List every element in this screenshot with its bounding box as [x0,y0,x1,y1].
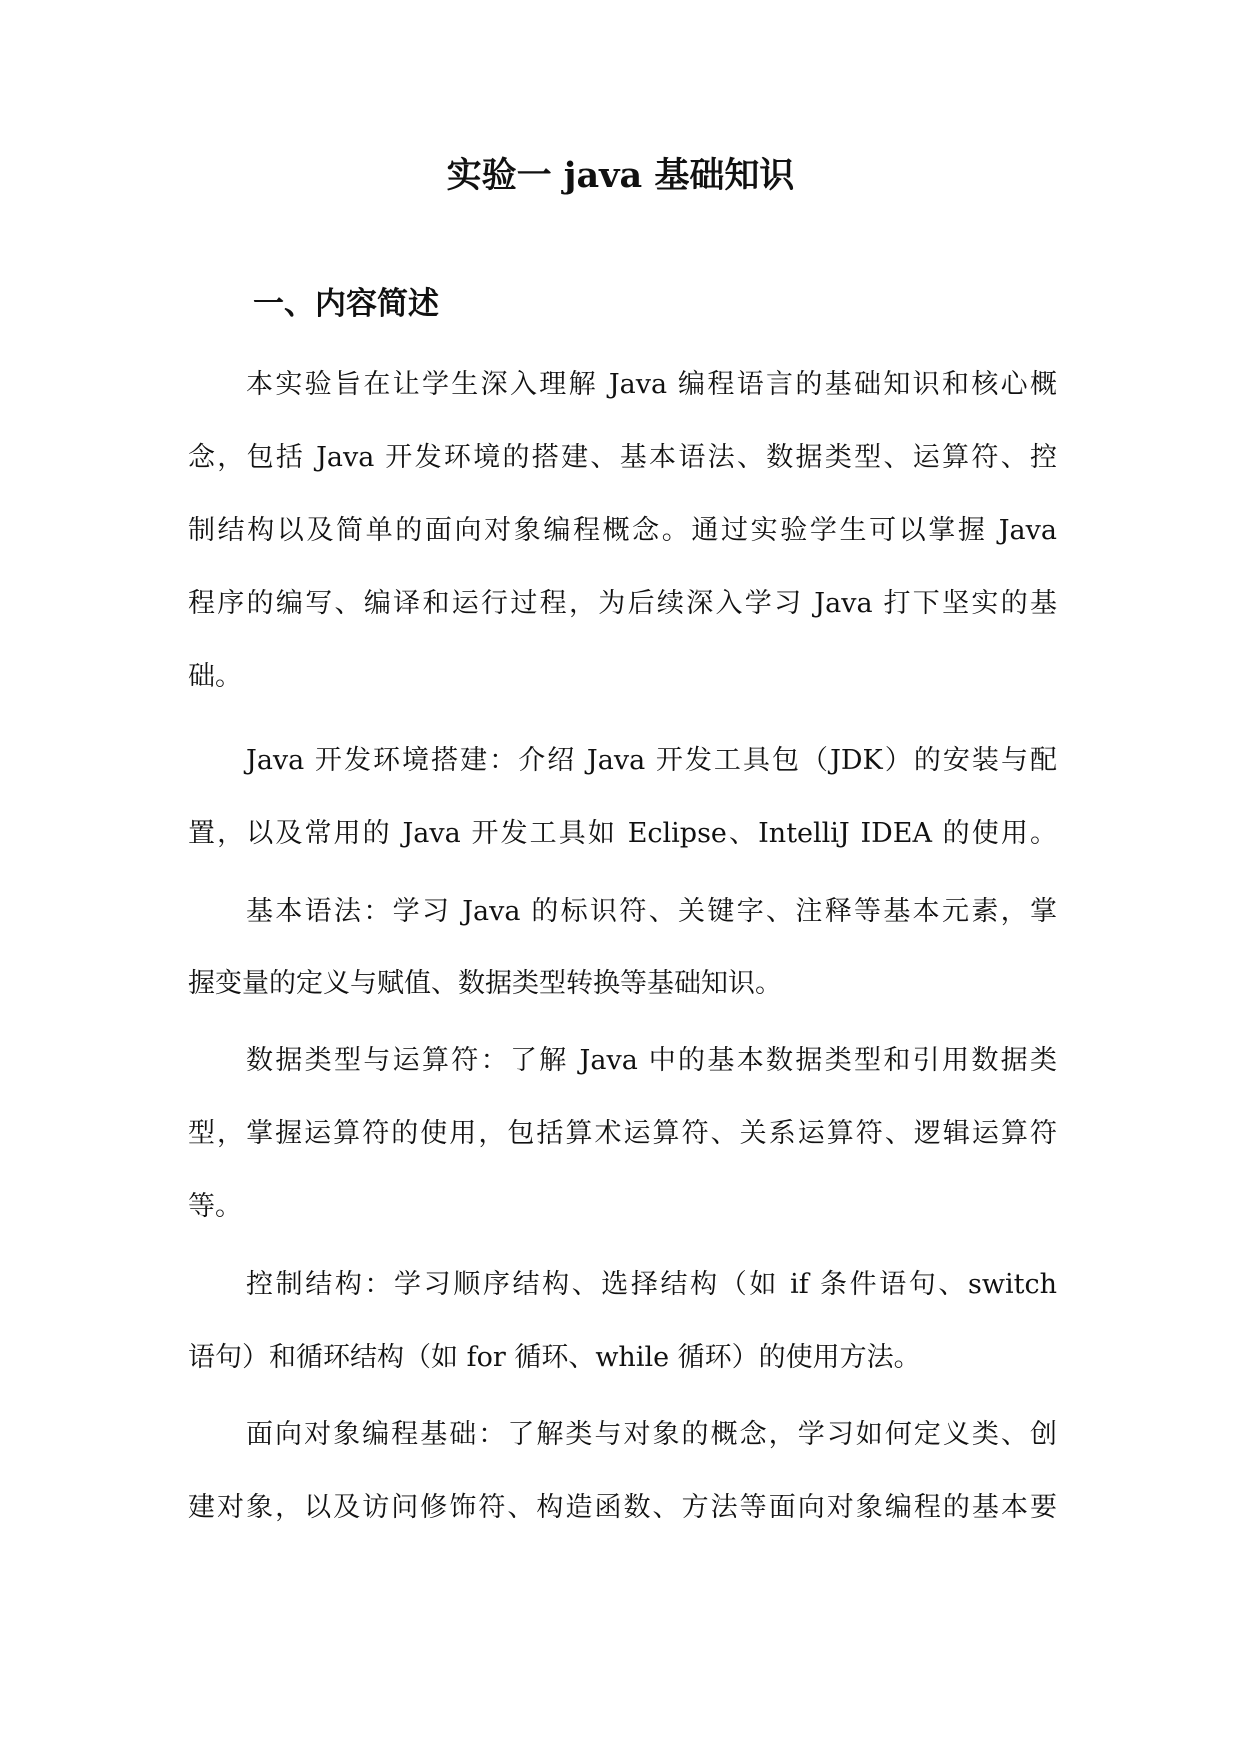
paragraph-line: 建对象，以及访问修饰符、构造函数、方法等面向对象编程的基本要 [188,1492,1057,1523]
paragraph-line: 础。 [188,661,242,692]
paragraph-line: 制结构以及简单的面向对象编程概念。通过实验学生可以掌握 Java [188,515,1057,546]
paragraph-line: 数据类型与运算符：了解 Java 中的基本数据类型和引用数据类 [246,1045,1057,1076]
paragraph-line: 语句）和循环结构（如 for 循环、while 循环）的使用方法。 [188,1342,921,1373]
paragraph-line: 置，以及常用的 Java 开发工具如 Eclipse、IntelliJ IDEA 的使用。 [188,818,1057,849]
paragraph-line: 念，包括 Java 开发环境的搭建、基本语法、数据类型、运算符、控 [188,442,1057,473]
document-title: 实验一 java 基础知识 [446,155,795,196]
paragraph-line: 面向对象编程基础：了解类与对象的概念，学习如何定义类、创 [246,1419,1057,1450]
paragraph-line: 控制结构：学习顺序结构、选择结构（如 if 条件语句、switch [246,1269,1057,1300]
paragraph-line: 型，掌握运算符的使用，包括算术运算符、关系运算符、逻辑运算符 [188,1118,1057,1149]
paragraph-line: 握变量的定义与赋值、数据类型转换等基础知识。 [188,968,782,999]
paragraph-line: 基本语法：学习 Java 的标识符、关键字、注释等基本元素，掌 [246,896,1057,927]
paragraph-line: 本实验旨在让学生深入理解 Java 编程语言的基础知识和核心概 [246,369,1057,400]
paragraph-line: 等。 [188,1191,242,1222]
paragraph-line: 程序的编写、编译和运行过程，为后续深入学习 Java 打下坚实的基 [188,588,1057,619]
section-heading: 一、内容简述 [253,286,439,322]
paragraph-line: Java 开发环境搭建：介绍 Java 开发工具包（JDK）的安装与配 [246,745,1057,776]
